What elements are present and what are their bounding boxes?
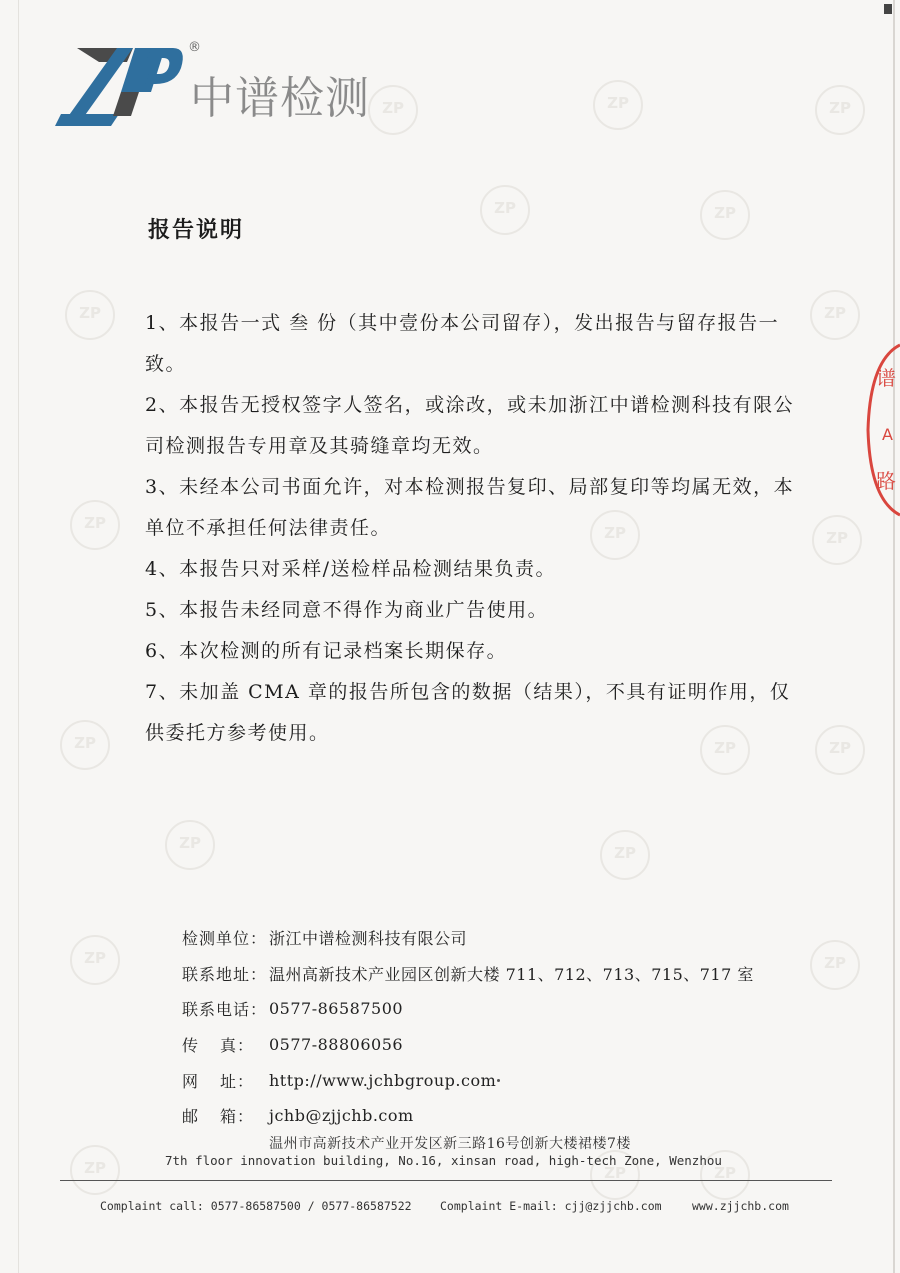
- watermark-icon: [70, 935, 120, 985]
- email-link[interactable]: jchb@zjjchb.com: [269, 1106, 414, 1126]
- company-logo: [55, 40, 395, 135]
- footer-website[interactable]: www.zjjchb.com: [692, 1199, 789, 1213]
- watermark-icon: [700, 190, 750, 240]
- note-item: 5、本报告未经同意不得作为商业广告使用。: [145, 599, 549, 621]
- watermark-icon: [480, 185, 530, 235]
- speck: [497, 1079, 500, 1082]
- seal-char: 路: [876, 469, 896, 493]
- watermark-icon: [593, 80, 643, 130]
- watermark-icon: [165, 820, 215, 870]
- watermark-icon: [600, 830, 650, 880]
- page-edge-left: [18, 0, 19, 1273]
- page-edge-right: [893, 0, 895, 1273]
- seal-char: A: [882, 425, 893, 444]
- page-title: 报告说明: [148, 217, 245, 243]
- watermark-icon: [810, 290, 860, 340]
- red-seal-stamp: [862, 340, 900, 520]
- address-label: 联系地址：: [182, 964, 268, 984]
- address-value: 温州高新技术产业园区创新大楼 711、712、713、715、717 室: [269, 964, 754, 984]
- fax-label: 传 真：: [182, 1036, 254, 1056]
- phone-value: 0577-86587500: [269, 999, 404, 1019]
- note-item: 3、未经本公司书面允许，对本检测报告复印、局部复印等均属无效，本单位不承担任何法律责任。: [145, 476, 795, 539]
- note-item: 2、本报告无授权签字人签名，或涂改，或未加浙江中谱检测科技有限公司检测报告专用章及其骑缝章均无效。: [145, 394, 795, 457]
- email-label: 邮 箱：: [182, 1107, 254, 1127]
- website-link[interactable]: http://www.jchbgroup.com: [269, 1070, 497, 1090]
- complaint-call: Complaint call: 0577-86587500 / 0577-86587522: [100, 1199, 412, 1213]
- contact-row-phone: [182, 991, 822, 1027]
- footer-divider: [60, 1180, 832, 1181]
- footer-address-en: 7th floor innovation building, No.16, xinsan road, high-tech Zone, Wenzhou: [165, 1153, 722, 1168]
- watermark-icon: [70, 500, 120, 550]
- fax-value: 0577-88806056: [269, 1035, 404, 1055]
- unit-label: 检测单位：: [182, 929, 268, 949]
- watermark-icon: [815, 725, 865, 775]
- contact-row-website: [182, 1062, 822, 1098]
- contact-block: [182, 920, 822, 1134]
- zp-logo-icon: [55, 40, 190, 130]
- registered-mark: ®: [188, 40, 201, 55]
- note-item: 6、本次检测的所有记录档案长期保存。: [145, 640, 508, 662]
- notes-list: [145, 303, 795, 754]
- complaint-email: Complaint E-mail: cjj@zjjchb.com: [440, 1199, 662, 1213]
- website-label: 网 址：: [182, 1071, 254, 1091]
- note-item: 4、本报告只对采样/送检样品检测结果负责。: [145, 558, 556, 580]
- contact-row-unit: [182, 920, 822, 956]
- note-item: 1、本报告一式 叁 份（其中壹份本公司留存），发出报告与留存报告一致。: [145, 312, 780, 375]
- watermark-icon: [65, 290, 115, 340]
- phone-label: 联系电话：: [182, 1000, 268, 1020]
- contact-row-email: [182, 1098, 822, 1134]
- seal-char: 谱: [876, 366, 896, 390]
- watermark-icon: [60, 720, 110, 770]
- footer-address-cn: 温州市高新技术产业开发区新三路16号创新大楼裙楼7楼: [269, 1136, 631, 1152]
- corner-mark: [884, 4, 892, 14]
- watermark-icon: [815, 85, 865, 135]
- note-item: 7、未加盖 CMA 章的报告所包含的数据（结果），不具有证明作用，仅供委托方参考使用。: [145, 681, 791, 744]
- contact-row-fax: [182, 1027, 822, 1063]
- unit-value: 浙江中谱检测科技有限公司: [269, 929, 468, 949]
- logo-wordmark: 中谱检测: [190, 73, 370, 124]
- watermark-icon: [812, 515, 862, 565]
- contact-row-address: [182, 956, 822, 992]
